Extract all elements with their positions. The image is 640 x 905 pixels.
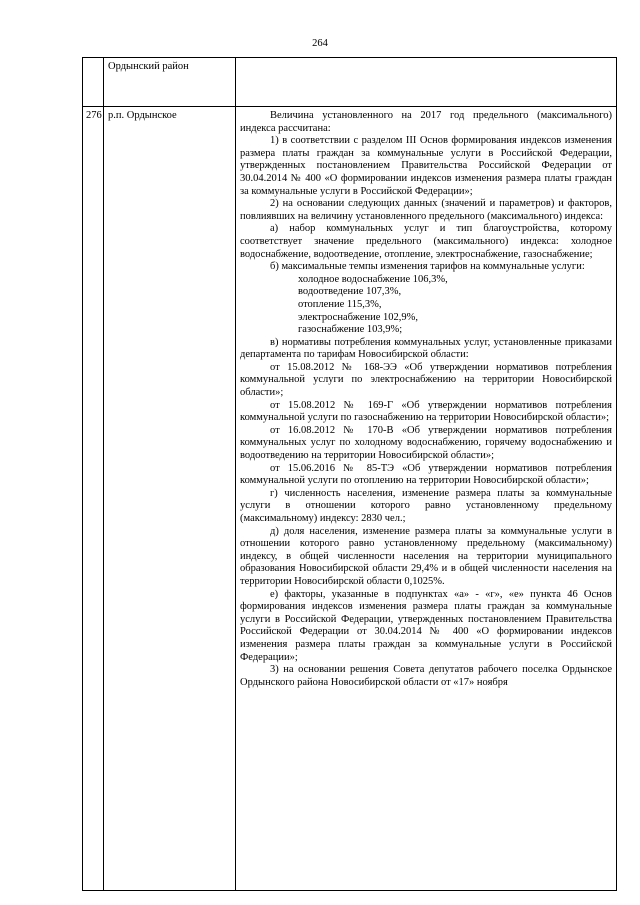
tariff-item: водоотведение 107,3%, [298, 286, 402, 298]
paragraph: б) максимальные темпы изменения тарифов на коммунальные услуги: [270, 261, 585, 273]
paragraph: 2) на основании следующих данных (значений и параметров) и факторов, повлиявших на величину установленного предельного (максимального) индекса: [240, 198, 612, 222]
table-row [83, 107, 617, 891]
paragraph: е) факторы, указанные в подпунктах «а» - «г», «е» пункта 46 Основ формирования индексов изменения размера платы граждан за коммунальные услуги в Российской Федерации, утвержденных постановлением Правительства Российской Федерации от 30.04.2014 № 400 «О формировании индексов изменения размера платы граждан за коммунальные услуги в Российской Федерации»; [240, 588, 612, 663]
locality-cell: р.п. Ордынское [104, 107, 236, 891]
paragraph: а) набор коммунальных услуг и тип благоустройства, которому соответствует значение предельного (максимального) индекса: холодное водоснабжение, водоотведение, отопление, электроснабжение, газоснабжение; [240, 223, 612, 260]
row-number-cell [83, 58, 104, 107]
paragraph: от 15.08.2012 № 169-Г «Об утверждении нормативов потребления коммунальной услуги по газоснабжению на территории Новосибирской области»; [240, 399, 612, 424]
index-table [82, 57, 617, 891]
description-cell [236, 58, 617, 107]
paragraph: 3) на основании решения Совета депутатов рабочего поселка Ордынское Ордынского района Новосибирской области от «17» ноября [240, 664, 612, 688]
paragraph: от 15.06.2016 № 85-ТЭ «Об утверждении нормативов потребления коммунальной услуги по отоплению на территории Новосибирской области»; [240, 462, 612, 487]
tariff-item: отопление 115,3%, [298, 298, 382, 310]
paragraph: в) нормативы потребления коммунальных услуг, установленные приказами департамента по тарифам Новосибирской области: [240, 336, 612, 361]
paragraph: 1) в соответствии с разделом III Основ формирования индексов изменения размера платы граждан за коммунальные услуги в Российской Федерации, утвержденных постановлением Правительства Российской Федерации от 30.04.2014 № 400 «О формировании индексов изменения размера платы граждан за коммунальные услуги в Российской Федерации»; [240, 135, 612, 197]
paragraph: г) численность населения, изменение размера платы за коммунальные услуги в отношении которого равно установленному предельному (максимальному) индексу: 2830 чел.; [240, 487, 612, 524]
tariff-item: холодное водоснабжение 106,3%, [298, 273, 448, 285]
paragraph: д) доля населения, изменение размера платы за коммунальные услуги в отношении которого равно установленному предельному (максимальному) индексу, в общей численности населения на территории муниципального образования Новосибирской области 29,4% и в общей численности населения на территории Новосибирской области 0,1025%. [240, 525, 612, 587]
tariff-item: электроснабжение 102,9%, [298, 311, 418, 323]
paragraph: от 16.08.2012 № 170-В «Об утверждении нормативов потребления коммунальных услуг по холодному водоснабжению, горячему водоснабжению и водоотведению на территории Новосибирской области»; [240, 424, 612, 462]
paragraph: Величина установленного на 2017 год предельного (максимального) индекса рассчитана: [240, 110, 612, 134]
tariff-list [240, 274, 612, 337]
row-number-cell: 276 [83, 107, 104, 891]
table-row [83, 58, 617, 107]
tariff-item: газоснабжение 103,9%; [298, 324, 403, 336]
page-number: 264 [312, 38, 328, 49]
description-cell [236, 107, 617, 891]
locality-cell: Ордынский район [104, 58, 236, 107]
paragraph: от 15.08.2012 № 168-ЭЭ «Об утверждении нормативов потребления коммунальной услуги по электроснабжению на территории Новосибирской области»; [240, 361, 612, 399]
